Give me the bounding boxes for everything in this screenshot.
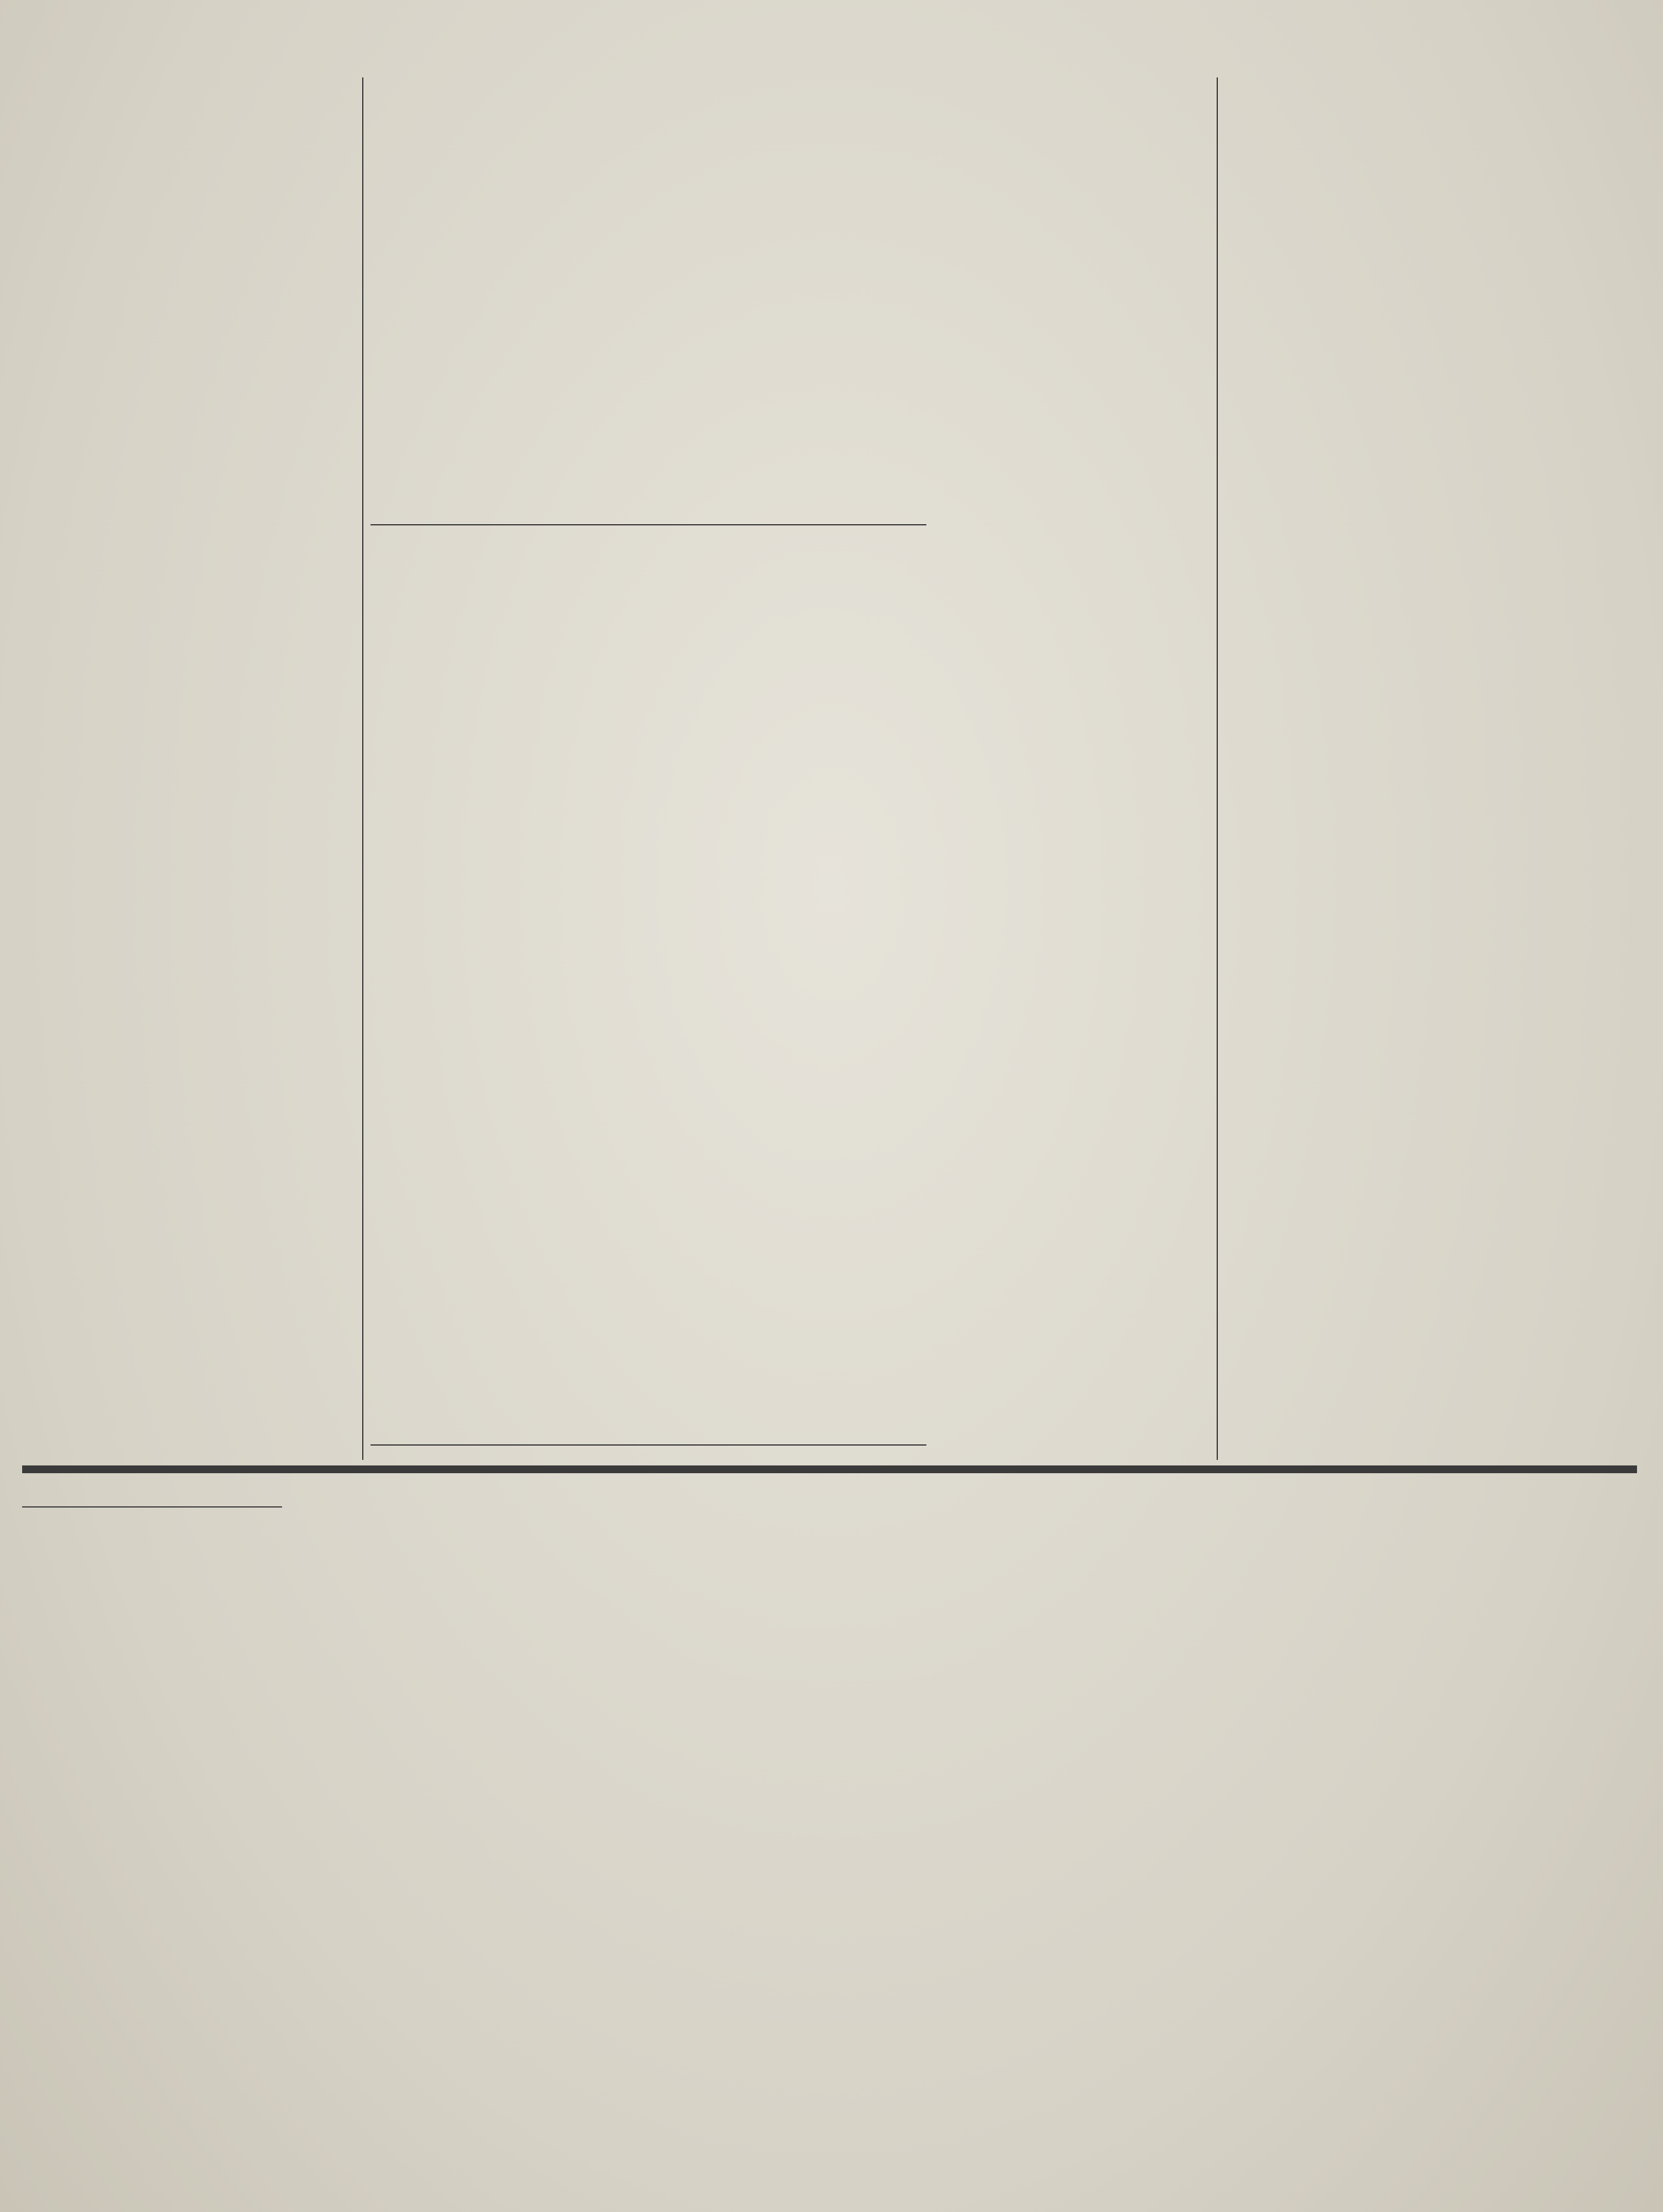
center-col2 <box>653 173 926 515</box>
events-bottom-rule <box>371 1444 926 1446</box>
center-subhead <box>371 132 1211 165</box>
found-title <box>935 1319 1208 1352</box>
classifieds-title <box>22 1482 282 1507</box>
right-title <box>1225 77 1634 122</box>
events-col1 <box>371 572 642 1441</box>
left-title <box>22 77 354 122</box>
events-col2 <box>653 572 926 1441</box>
events-title <box>371 530 926 568</box>
center-col1 <box>371 173 644 515</box>
center-headline <box>371 83 1211 130</box>
left-column <box>22 128 354 1444</box>
events-top-rule <box>371 524 926 525</box>
classifieds-separator <box>22 1465 1637 1473</box>
divider-left <box>362 77 363 1460</box>
charity-ad <box>1266 1302 1598 1446</box>
center-col3 <box>935 173 1208 1312</box>
divider-right <box>1217 77 1218 1460</box>
right-column <box>1225 128 1634 1290</box>
found-text <box>935 1358 1208 1435</box>
